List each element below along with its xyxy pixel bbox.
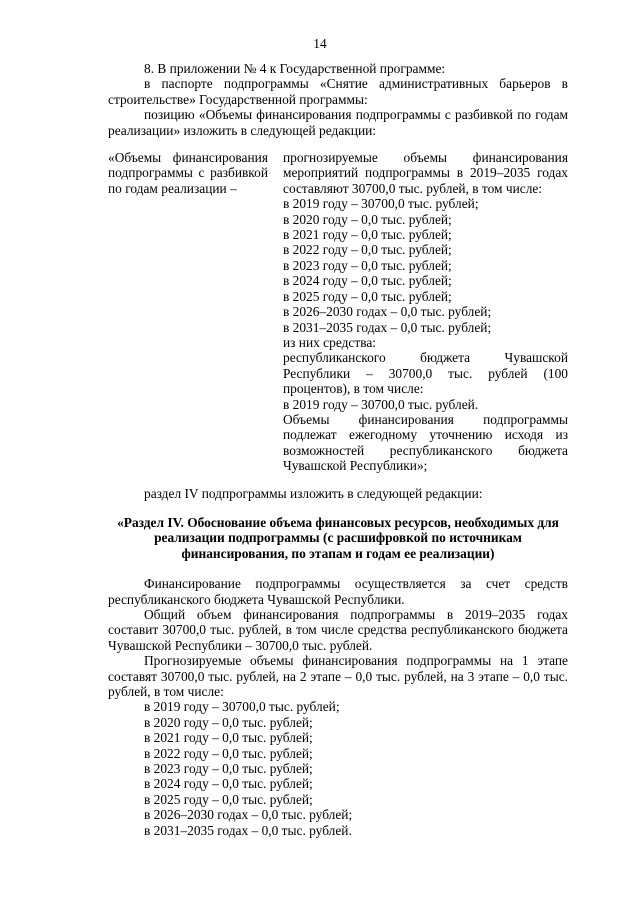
year-list-item: в 2020 году – 0,0 тыс. рублей;	[144, 714, 313, 730]
table-of-them: из них средства:	[283, 334, 377, 350]
year-list-item: в 2031–2035 годах – 0,0 тыс. рублей.	[144, 822, 352, 838]
paragraph: Общий объем финансирования подпрограммы в 2019–2035 годах составит 30700,0 тыс. рублей, в том числе средства республиканского бюджета Чувашской Республики – 30700,0 тыс. рублей.	[108, 607, 568, 653]
year-list-item: в 2022 году – 0,0 тыс. рублей;	[144, 745, 313, 761]
table-left-label: «Объемы финансирования подпрограммы с разбивкой по годам реализации	[108, 150, 268, 196]
year-list-item: в 2024 году – 0,0 тыс. рублей;	[144, 776, 313, 792]
table-left-cell	[108, 150, 268, 474]
section-heading: «Раздел IV. Обоснование объема финансовых ресурсов, необходимых для реализации подпрограммы (с расшифровкой по источникам финансирования, по этапам и годам ее реализации)	[117, 514, 559, 561]
table-year-2019: в 2019 году – 30700,0 тыс. рублей.	[283, 396, 479, 412]
document-body	[108, 61, 568, 838]
table-year-line: в 2026–2030 годах – 0,0 тыс. рублей;	[283, 304, 492, 320]
financing-table	[108, 150, 568, 474]
table-year-line: в 2025 году – 0,0 тыс. рублей;	[283, 288, 452, 304]
table-dash: –	[230, 180, 237, 196]
section-intro: раздел IV подпрограммы изложить в следующей редакции:	[144, 485, 483, 501]
table-note: Объемы финансирования подпрограммы подлежат ежегодному уточнению исходя из возможностей республиканского бюджета Чувашской Республики»;	[283, 411, 568, 474]
table-year-line: в 2019 году – 30700,0 тыс. рублей;	[283, 196, 479, 212]
table-right-intro: прогнозируемые объемы финансирования мероприятий подпрограммы в 2019–2035 годах составляют 30700,0 тыс. рублей, в том числе:	[283, 150, 568, 196]
table-year-line: в 2023 году – 0,0 тыс. рублей;	[283, 257, 452, 273]
paragraph: Прогнозируемые объемы финансирования подпрограммы на 1 этапе составят 30700,0 тыс. рублей, на 2 этапе – 0,0 тыс. рублей, на 3 этапе – 0,0 тыс. рублей, в том числе:	[108, 653, 568, 700]
table-year-line: в 2021 году – 0,0 тыс. рублей;	[283, 227, 452, 243]
year-list-item: в 2021 году – 0,0 тыс. рублей;	[144, 730, 313, 746]
table-year-line: в 2020 году – 0,0 тыс. рублей;	[283, 211, 452, 227]
paragraph: Финансирование подпрограммы осуществляется за счет средств республиканского бюджета Чувашской Республики.	[108, 576, 568, 607]
year-list-item: в 2023 году – 0,0 тыс. рублей;	[144, 761, 313, 777]
table-year-line: в 2022 году – 0,0 тыс. рублей;	[283, 242, 452, 258]
passport-paragraph: в паспорте подпрограммы «Снятие административных барьеров в строительстве» Государственной программы:	[108, 76, 568, 107]
table-right-cell	[283, 150, 568, 474]
year-list-item: в 2025 году – 0,0 тыс. рублей;	[144, 791, 313, 807]
table-year-line: в 2024 году – 0,0 тыс. рублей;	[283, 273, 452, 289]
page-number: 14	[313, 36, 327, 51]
position-paragraph: позицию «Объемы финансирования подпрограммы с разбивкой по годам реализации» изложить в следующей редакции:	[108, 107, 568, 138]
item-8-heading: 8. В приложении № 4 к Государственной программе:	[144, 61, 446, 76]
year-list-item: в 2019 году – 30700,0 тыс. рублей;	[144, 699, 340, 715]
table-year-line: в 2031–2035 годах – 0,0 тыс. рублей;	[283, 319, 492, 335]
year-list-item: в 2026–2030 годах – 0,0 тыс. рублей;	[144, 807, 353, 823]
table-republic-budget: республиканского бюджета Чувашской Республики – 30700,0 тыс. рублей (100 процентов), в том числе:	[283, 350, 568, 397]
